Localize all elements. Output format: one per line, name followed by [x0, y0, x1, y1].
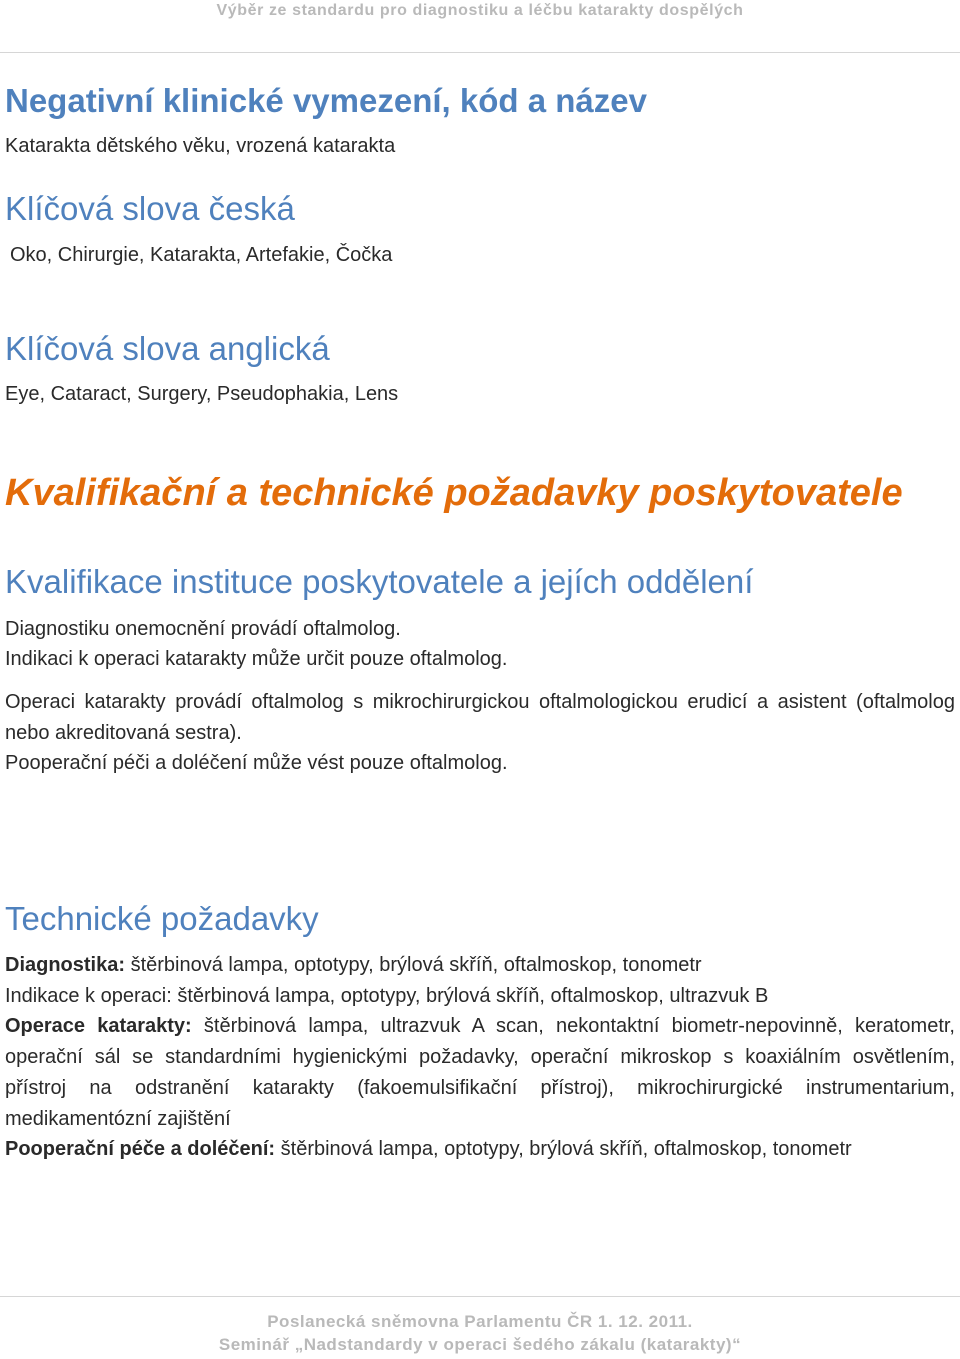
keywords-cz-text: Oko, Chirurgie, Katarakta, Artefakie, Čočka [10, 244, 393, 266]
keywords-en-heading: Klíčová slova anglická [5, 330, 330, 367]
keywords-cz-heading: Klíčová slova česká [5, 190, 295, 227]
technical-heading: Technické požadavky [5, 900, 319, 937]
requirements-heading: Kvalifikační a technické požadavky poskytovatele [5, 472, 903, 514]
negative-text: Katarakta dětského věku, vrozená katarakta [5, 135, 396, 157]
pooperacni-label: Pooperační péče a doléčení: [5, 1138, 276, 1160]
operace-text: štěrbinová lampa, ultrazvuk A scan, nekontaktní biometr-nepovinně, keratometr, operační sál se standardními hygienickými požadavky, operační mikroskop s koaxiálním osvětlením, přístroj na odstranění katarakty (fakoemulsifikační přístroj), mikrochirurgické instrumentarium, medikamentózní zajištění [5, 1015, 955, 1130]
qualification-line: Indikaci k operaci katarakty může určit pouze oftalmolog. [5, 648, 508, 670]
operace-label: Operace katarakty: [5, 1015, 192, 1037]
diagnostika-paragraph [5, 950, 955, 981]
diagnostika-text: štěrbinová lampa, optotypy, brýlová skříň, oftalmoskop, tonometr [125, 954, 702, 976]
negative-heading: Negativní klinické vymezení, kód a název [5, 82, 647, 119]
operace-paragraph [5, 1011, 955, 1135]
qualification-line: Pooperační péči a doléčení může vést pouze oftalmolog. [5, 752, 508, 774]
keywords-en-text: Eye, Cataract, Surgery, Pseudophakia, Lens [5, 383, 399, 405]
pooperacni-text: štěrbinová lampa, optotypy, brýlová skříň, oftalmoskop, tonometr [275, 1138, 852, 1160]
footer-line-2: Seminář „Nadstandardy v operaci šedého zákalu (katarakty)“ [218, 1335, 742, 1354]
qualification-line: Operaci katarakty provádí oftalmolog s mikrochirurgickou oftalmologickou erudicí a asistent (oftalmolog nebo akreditovaná sestra). [5, 691, 955, 744]
pooperacni-paragraph [5, 1134, 955, 1165]
qualification-line: Diagnostiku onemocnění provádí oftalmolog. [5, 618, 401, 640]
diagnostika-label: Diagnostika: [5, 954, 126, 976]
qualification-heading: Kvalifikace instituce poskytovatele a jejích oddělení [5, 563, 754, 600]
footer-divider [0, 1296, 960, 1297]
indikace-paragraph: Indikace k operaci: štěrbinová lampa, optotypy, brýlová skříň, oftalmoskop, ultrazvuk B [5, 985, 769, 1007]
footer-line-1: Poslanecká sněmovna Parlamentu ČR 1. 12. 2011. [267, 1312, 693, 1331]
page-header: Výběr ze standardu pro diagnostiku a léčbu katarakty dospělých [216, 2, 744, 19]
header-divider [0, 52, 960, 53]
